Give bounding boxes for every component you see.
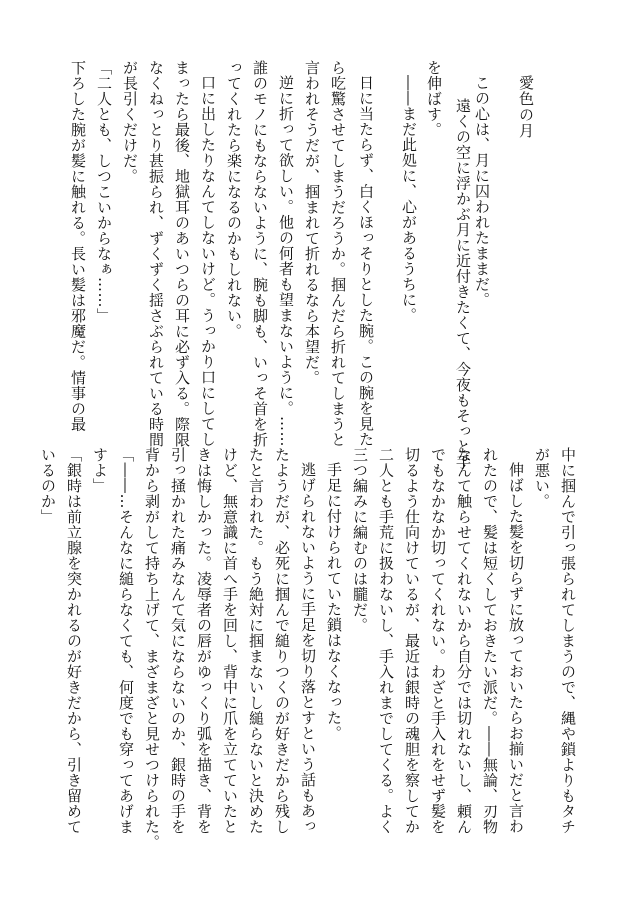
upper-line: 日に当たらず、白くほっそりとした腕。この腕を見た (357, 75, 375, 447)
lower-line: たようだが、必死に掴んで縋りつくのが好きだから残し (273, 447, 291, 835)
lower-line: たと言われた。もう絶対に掴まないし縋らないと決めた (247, 447, 265, 835)
lower-line: 切るよう仕向けているが、最近は銀時の魂胆を察してか (403, 447, 421, 835)
lower-line: れたので、髪は短くしておきたい派だ。――無論、刃物 (481, 447, 499, 835)
lower-line: 「銀時は前立腺を突かれるのが好きだから、引き留めて (65, 447, 83, 835)
lower-line: でもなかなか切ってくれない。わざと手入れをせず髪を (429, 447, 447, 835)
lower-line: なんて触らせてくれないから自分では切れないし、頼ん (455, 447, 473, 835)
chapter-title: 愛色の月 (517, 75, 535, 139)
upper-line: ってくれたら楽になるのかもしれない。 (225, 60, 243, 339)
lower-line: が悪い。 (533, 447, 551, 509)
upper-line: 遠くの空に浮かぶ月に近付きたくて、今夜もそっと手 (454, 98, 472, 470)
upper-line: 逆に折って欲しい。他の何者も望まないように。…… (277, 75, 295, 447)
upper-line: まったら最後、地獄耳のあいつらの耳に必ず入る。際限 (173, 60, 191, 448)
lower-line: 二人とも手荒に扱わないし、手入れまでしてくる。よく (377, 447, 395, 835)
upper-line: 誰のモノにもならないように、腕も脚も、いっそ首を折 (251, 60, 269, 448)
lower-line: 手足に付けられていた鎖はなくなった。 (325, 462, 343, 741)
upper-line: この心は、月に囚われたままだ。 (473, 75, 491, 308)
upper-line: 「二人とも、しつこいからなぁ……」 (95, 60, 113, 324)
lower-line: 引っ掻かれた痛みなんて気にならないのか、銀時の手を (169, 447, 187, 835)
lower-line: すよ」 (91, 447, 109, 494)
upper-line: 言われそうだが、掴まれて折れるなら本望だ。 (303, 60, 321, 386)
upper-line: ら吃驚させてしまうだろうか。掴んだら折れてしまうと (329, 60, 347, 448)
upper-line: 口に出したりなんてしないけど。うっかり口にしてし (199, 75, 217, 447)
upper-line: なくねっとり甚振られ、ずくずく揺さぶられている時間 (147, 60, 165, 448)
lower-line: 「――…そんなに縋らなくても、何度でも穿ってあげま (117, 447, 135, 835)
upper-line: 下ろした腕が髪に触れる。長い髪は邪魔だ。情事の最 (69, 60, 87, 432)
lower-line: 伸ばした髪を切らずに放っておいたらお揃いだと言わ (507, 462, 525, 834)
upper-line: ――まだ此処に、心があるうちに。 (400, 75, 418, 323)
lower-line: きは悔しかった。凌辱者の唇がゆっくり弧を描き、背を (195, 447, 213, 835)
lower-line: いるのか」 (39, 447, 57, 525)
lower-line: 中に掴んで引っ張られてしまうので、縄や鎖よりもタチ (559, 447, 577, 835)
upper-line: が長引くだけだ。 (121, 60, 139, 184)
lower-line: 三つ編みに編むのは朧だ。 (351, 447, 369, 633)
upper-line: を伸ばす。 (425, 60, 443, 138)
lower-line: けど、無意識に首へ手を回し、背中に爪を立てていたと (221, 447, 239, 835)
lower-line: 逃げられないように手足を切り落とすという話もあっ (299, 462, 317, 834)
lower-line: 背から剥がして持ち上げて、まざまざと見せつけられた。 (143, 447, 161, 850)
